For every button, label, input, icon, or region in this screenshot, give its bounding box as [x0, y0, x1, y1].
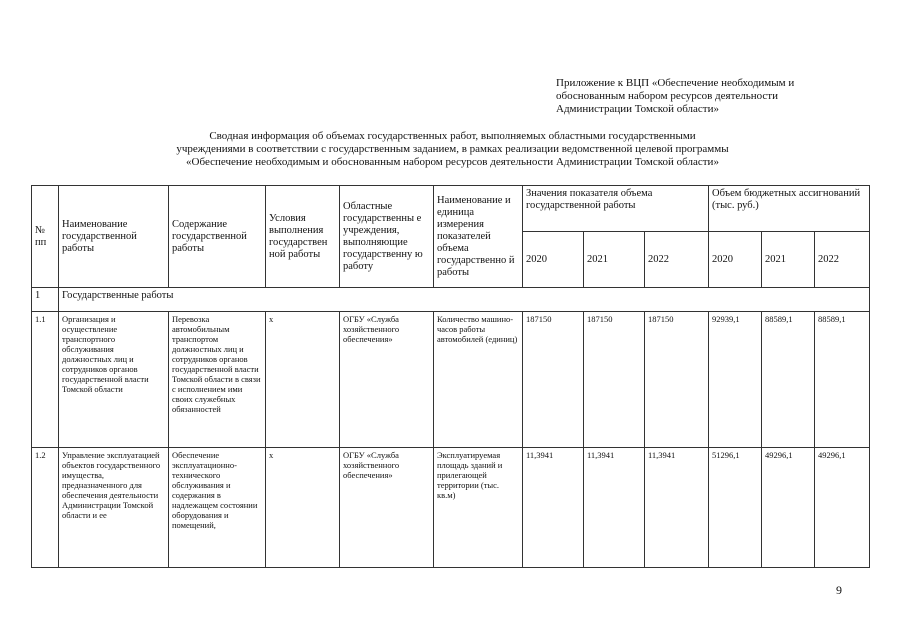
- header-year: 2022: [815, 232, 870, 288]
- title-line: Сводная информация об объемах государственных работ, выполняемых областными государственными: [209, 130, 696, 142]
- summary-table: [31, 185, 870, 568]
- table-row: [32, 448, 870, 568]
- appendix-note: [556, 77, 856, 116]
- appendix-line: Приложение к ВЦП «Обеспечение необходимым и: [556, 77, 795, 89]
- row-budget: 88589,1: [815, 312, 870, 448]
- header-year: 2021: [584, 232, 645, 288]
- header-year: 2022: [645, 232, 709, 288]
- row-conditions: х: [266, 448, 340, 568]
- row-conditions: х: [266, 312, 340, 448]
- row-content: Обеспечение эксплуатационно-технического обслуживания и содержания в надлежащем состоянии оборудования и помещений,: [169, 448, 266, 568]
- header-year: 2020: [709, 232, 762, 288]
- title-line: учреждениями в соответствии с государственным заданием, в рамках реализации ведомственной целевой программы: [176, 143, 729, 155]
- header-unit: Наименование и единица измерения показателей объема государственно й работы: [434, 186, 523, 288]
- header-num: № пп: [32, 186, 59, 288]
- header-values-group: Значения показателя объема государственной работы: [523, 186, 709, 232]
- row-content: Перевозка автомобильным транспортом должностных лиц и сотрудников органов государственной власти Томской области в связи с исполнением ими своих служебных обязанностей: [169, 312, 266, 448]
- row-value: 11,3941: [645, 448, 709, 568]
- header-conditions: Условия выполнения государствен ной работы: [266, 186, 340, 288]
- document-title: [0, 130, 905, 169]
- page-number: 9: [836, 583, 842, 597]
- section-row: [32, 288, 870, 312]
- header-row: [32, 186, 870, 232]
- row-value: 187150: [645, 312, 709, 448]
- section-num: 1: [32, 288, 59, 312]
- row-budget: 88589,1: [762, 312, 815, 448]
- header-institutions: Областные государственны е учреждения, выполняющие государственну ю работу: [340, 186, 434, 288]
- table-row: [32, 312, 870, 448]
- row-institution: ОГБУ «Служба хозяйственного обеспечения»: [340, 448, 434, 568]
- header-year: 2021: [762, 232, 815, 288]
- header-budget-group: Объем бюджетных ассигнований (тыс. руб.): [709, 186, 870, 232]
- row-unit: Эксплуатируемая площадь зданий и прилегающей территории (тыс. кв.м): [434, 448, 523, 568]
- row-value: 187150: [523, 312, 584, 448]
- row-num: 1.2: [32, 448, 59, 568]
- row-budget: 92939,1: [709, 312, 762, 448]
- row-value: 11,3941: [584, 448, 645, 568]
- row-budget: 51296,1: [709, 448, 762, 568]
- row-unit: Количество машино-часов работы автомобилей (единиц): [434, 312, 523, 448]
- row-name: Управление эксплуатацией объектов государственного имущества, предназначенного для обеспечения деятельности Администрации Томской области и ее: [59, 448, 169, 568]
- row-value: 11,3941: [523, 448, 584, 568]
- row-num: 1.1: [32, 312, 59, 448]
- header-name: Наименование государственной работы: [59, 186, 169, 288]
- section-label: Государственные работы: [59, 288, 870, 312]
- row-budget: 49296,1: [815, 448, 870, 568]
- appendix-line: Администрации Томской области»: [556, 103, 719, 115]
- row-institution: ОГБУ «Служба хозяйственного обеспечения»: [340, 312, 434, 448]
- row-name: Организация и осуществление транспортного обслуживания должностных лиц и сотрудников органов государственной власти Томской области: [59, 312, 169, 448]
- title-line: «Обеспечение необходимым и обоснованным набором ресурсов деятельности Администрации Томской области»: [186, 156, 719, 168]
- row-value: 187150: [584, 312, 645, 448]
- appendix-line: обоснованным набором ресурсов деятельности: [556, 90, 779, 102]
- header-year: 2020: [523, 232, 584, 288]
- row-budget: 49296,1: [762, 448, 815, 568]
- header-content: Содержание государственной работы: [169, 186, 266, 288]
